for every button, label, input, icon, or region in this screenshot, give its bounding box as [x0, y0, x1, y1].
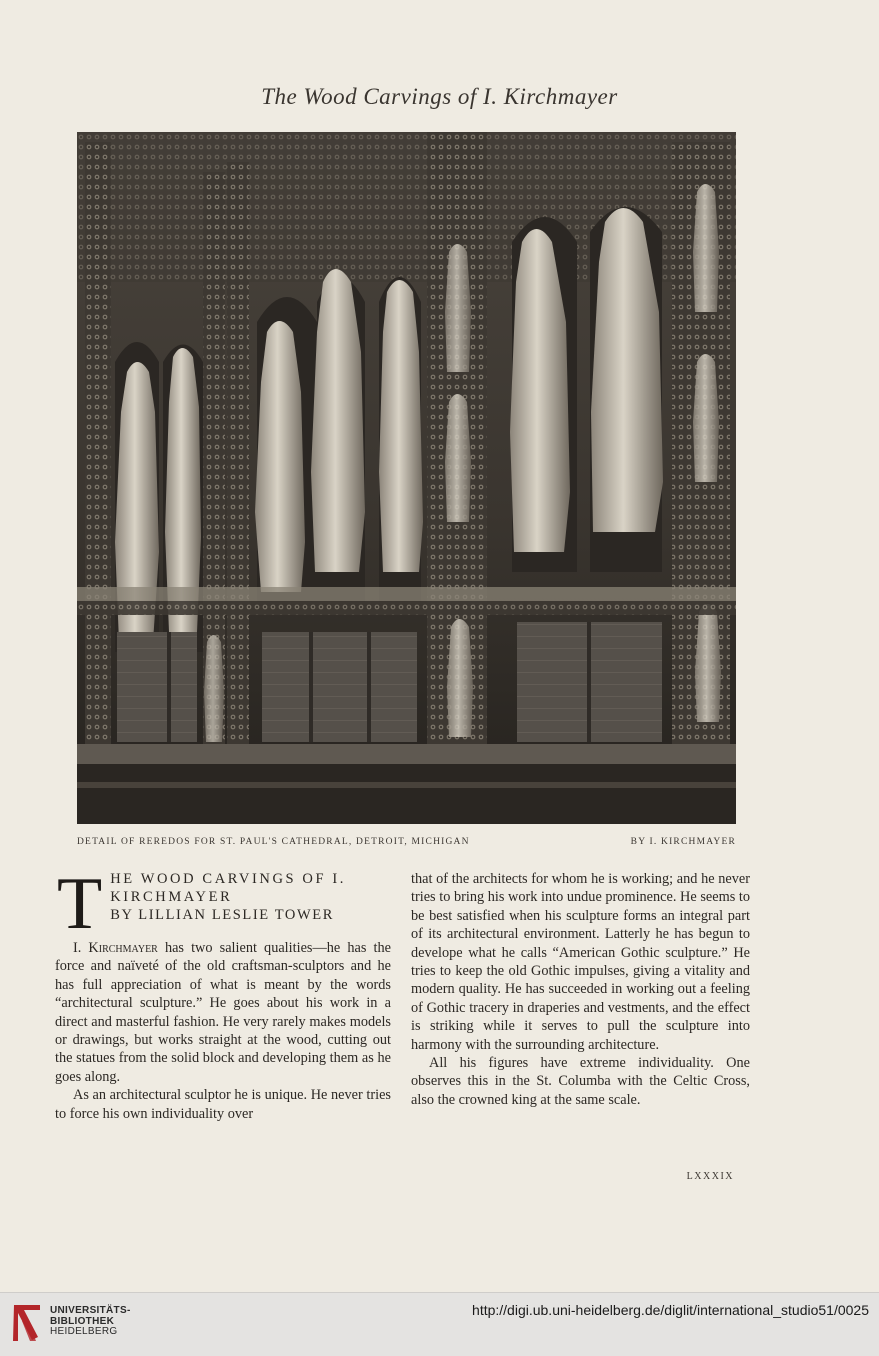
- paragraph-1-text: has two salient qualities—he has the force and naïveté of the old craftsman-sculptors and he has full appreciation of what is meant by the words “architectural sculpture.” He goes about his work in a direct and masterful fashion. He very rarely makes models or drawings, but works straight at the wood, cutting out the statues from the solid block and developing them as he goes along.: [55, 940, 391, 1085]
- photo-credit: BY I. KIRCHMAYER: [630, 837, 736, 847]
- lead-name: I. Kirchmayer: [73, 940, 158, 956]
- article-column-right: [411, 870, 750, 1109]
- library-name-line-2: BIBLIOTHEK: [50, 1315, 115, 1327]
- byline: BY LILLIAN LESLIE TOWER: [110, 907, 334, 923]
- heading-line-2: KIRCHMAYER: [110, 889, 233, 905]
- reredos-photograph: [77, 132, 736, 824]
- paragraph-1: [55, 939, 391, 1086]
- article-column-left: [55, 863, 391, 1123]
- page-number: LXXXIX: [686, 1171, 734, 1182]
- article-heading: [55, 870, 391, 924]
- running-title: The Wood Carvings of I. Kirchmayer: [261, 84, 618, 109]
- drop-cap: T: [57, 863, 103, 945]
- paragraph-2: As an architectural sculptor he is unique. He never tries to force his own individuality over: [55, 1087, 391, 1122]
- library-name-line-1: UNIVERSITÄTS-: [50, 1305, 131, 1316]
- library-name-line-3: HEIDELBERG: [50, 1326, 118, 1337]
- heading-line-1: HE WOOD CARVINGS OF I.: [110, 871, 347, 887]
- paragraph-2-continued: that of the architects for whom he is working; and he never tries to bring his work into undue prominence. He seems to be best satisfied when his sculpture forms an integral part of its architectural environment. Latterly he has begun to develope what he calls “American Gothic sculpture.” He tries to keep the old Gothic impulses, giving a vitality and modern quality. He has succeeded in working out a feeling of Gothic tracery in draperies and vestments, and the effect is striking while it serves to pull the sculpture into harmony with the surrounding architecture.: [411, 871, 750, 1053]
- library-logo-icon: [10, 1301, 44, 1345]
- photo-caption: DETAIL OF REREDOS FOR ST. PAUL'S CATHEDRAL, DETROIT, MICHIGAN: [77, 837, 470, 847]
- library-name: [50, 1306, 131, 1338]
- source-url-link[interactable]: http://digi.ub.uni-heidelberg.de/diglit/international_studio51/0025: [472, 1302, 869, 1318]
- paragraph-3: All his figures have extreme individuality. One observes this in the St. Columba with the Celtic Cross, also the crowned king at the same scale.: [411, 1055, 750, 1108]
